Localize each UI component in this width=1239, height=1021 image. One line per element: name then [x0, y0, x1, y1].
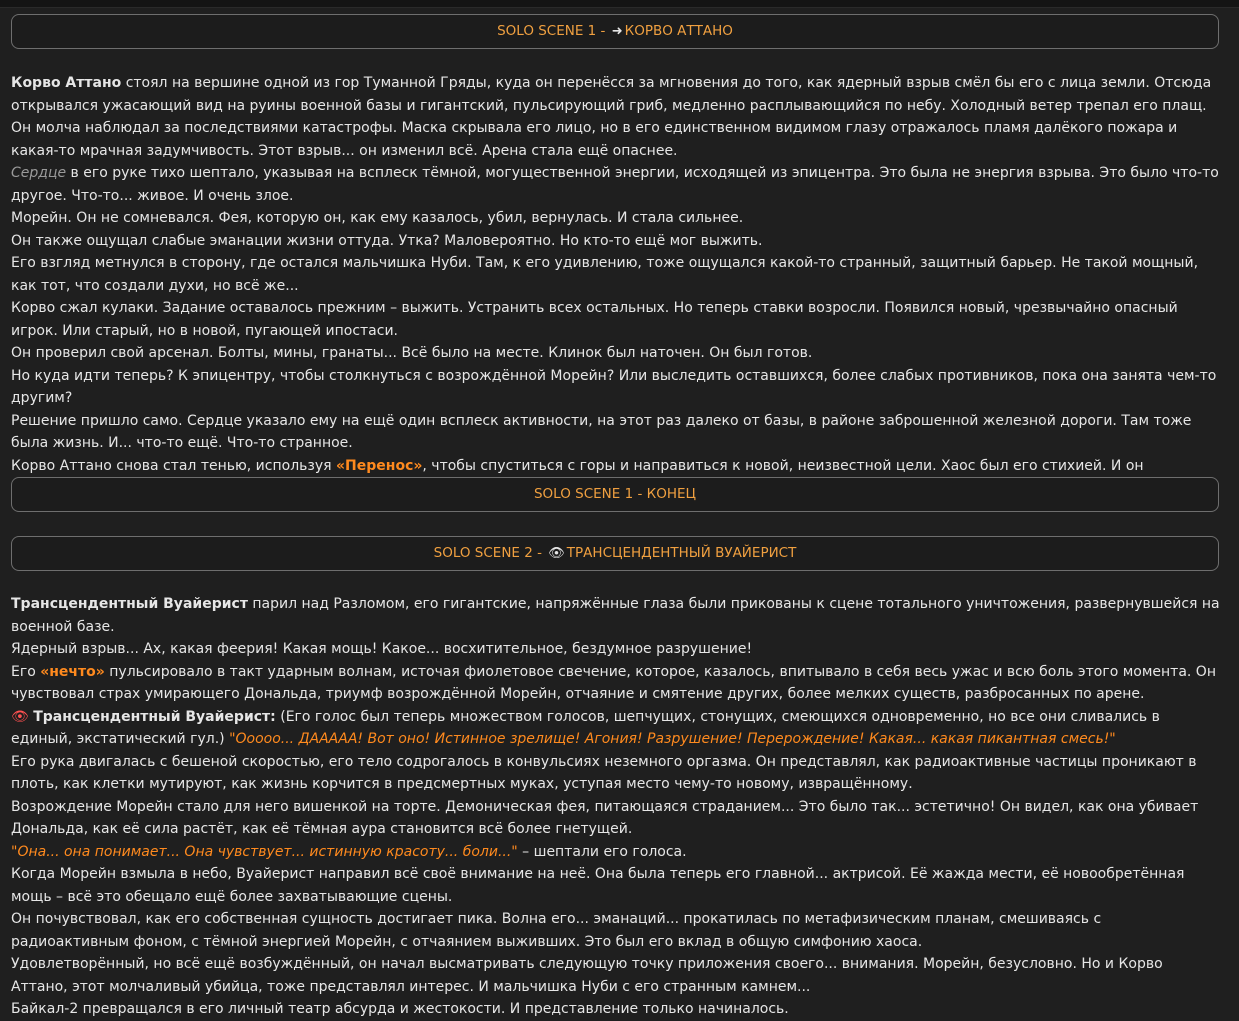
dialogue-quote: "Она... она понимает... Она чувствует... истинную красоту... боли..."	[11, 843, 518, 860]
eye-icon: 👁	[11, 708, 29, 725]
scene1-paragraph: Его взгляд метнулся в сторону, где остался мальчишка Нуби. Там, к его удивлению, тоже ощущался какой-то странный, защитный барьер. Не такой мощный, как тот, что создали духи, но всё же...	[11, 255, 1199, 294]
scene1-footer-banner	[11, 477, 1219, 512]
scene2-paragraph: Его рука двигалась с бешеной скоростью, его тело содрогалось в конвульсиях неземного оргазма. Он представлял, как радиоактивные частицы проникают в плоть, как клетки мутируют, как жизнь корчится в предсмертных муках, уступая место чему-то новому, извращённому.	[11, 753, 1197, 792]
scene1-body	[11, 72, 1221, 500]
scene1-header-prefix: SOLO SCENE 1 -	[497, 23, 610, 39]
character-name: Корво Аттано	[11, 75, 122, 91]
item-name: Сердце	[11, 165, 67, 181]
scene2-paragraph: Ядерный взрыв... Ах, какая феерия! Какая мощь! Какое... восхитительное, бездумное разрушение!	[11, 641, 753, 657]
scene1-header-title: КОРВО АТТАНО	[624, 23, 733, 39]
scene2-paragraph: Байкал-2 превращался в его личный театр абсурда и жестокости. И представление только начиналось.	[11, 1001, 789, 1017]
scene1-paragraph: Он молча наблюдал за последствиями катастрофы. Маска скрывала его лицо, но в его единственном видимом глазу отражалось пламя далёкого пожара и какая-то мрачная задумчивость. Этот взрыв... он изменил всё. Арена стала ещё опаснее.	[11, 120, 1178, 159]
scene2-paragraph: Удовлетворённый, но всё ещё возбуждённый, он начал высматривать следующую точку приложения своего... внимания. Морейн, безусловно. Но и Корво Аттано, этот молчаливый убийца, тоже представлял интерес. И мальчишка Нуби с его странным камнем...	[11, 956, 1163, 995]
scene1-footer-text: SOLO SCENE 1 - КОНЕЦ	[533, 486, 696, 502]
scene2-paragraph: Когда Морейн взмыла в небо, Вуайерист направил всё своё внимание на неё. Она была теперь его главной... актрисой. Её жажда мести, её новообретённая мощь – всё это обещало ещё более захватывающие сцены.	[11, 866, 1185, 905]
scene2-header-title: ТРАНСЦЕНДЕНТНЫЙ ВУАЙЕРИСТ	[566, 545, 797, 561]
scene2-paragraph: Его «нечто» пульсировало в такт ударным волнам, источая фиолетовое свечение, которое, казалось, впитывало в себя весь ужас и всю боль этого момента. Он чувствовал страх умирающего Дональда, триумф возрождённой Морейн, отчаяние и смятение других, более мелких существ, разбросанных по арене.	[11, 663, 1216, 702]
scene2-body	[11, 593, 1221, 1021]
dialogue-quote: "Ооооо... ДААААА! Вот оно! Истинное зрелище! Агония! Разрушение! Перерождение! Какая... какая пикантная смесь!"	[229, 731, 1116, 747]
scene1-paragraph: Корво Аттано стоял на вершине одной из гор Туманной Гряды, куда он перенёсся за мгновения до того, как ядерный взрыв смёл бы его с лица земли. Отсюда открывался ужасающий вид на руины военной базы и гигантский, пульсирующий гриб, медленно расплывающийся по небу. Холодный ветер трепал его плащ.	[11, 75, 1212, 114]
scene1-paragraph: Он проверил свой арсенал. Болты, мины, гранаты... Всё было на месте. Клинок был наточен. Он был готов.	[11, 345, 813, 361]
scene1-header-banner	[11, 14, 1219, 49]
top-toolbar-strip	[0, 0, 1239, 8]
scene1-paragraph: Корво сжал кулаки. Задание оставалось прежним – выжить. Устранить всех остальных. Но теперь ставки возросли. Появился новый, чрезвычайно опасный игрок. Или старый, но в новой, пугающей ипостаси.	[11, 300, 1178, 339]
scene1-paragraph: Решение пришло само. Сердце указало ему на ещё один всплеск активности, на этот раз далеко от базы, в районе заброшенной железной дороги. Там тоже была жизнь. И... что-то ещё. Что-то странное.	[11, 412, 1192, 451]
scene2-paragraph: Возрождение Морейн стало для него вишенкой на торте. Демоническая фея, питающаяся страданием... Это было так... эстетично! Он видел, как она убивает Дональда, как её сила растёт, как её тёмная аура становится всё более гнетущей.	[11, 798, 1199, 837]
scene2-paragraph: "Она... она понимает... Она чувствует... истинную красоту... боли..." – шептали его голоса.	[11, 843, 687, 860]
character-name: Трансцендентный Вуайерист	[11, 596, 248, 612]
eye-icon: 👁	[548, 546, 565, 561]
scene1-paragraph: Морейн. Он не сомневался. Фея, которую он, как ему казалось, убил, вернулась. И стала сильнее.	[11, 210, 744, 226]
scene2-paragraph: Он почувствовал, как его собственная сущность достигает пика. Волна его... эманаций... прокатилась по метафизическим планам, смешиваясь с радиоактивным фоном, с тёмной энергией Морейн, с отчаянием выживших. Это был его вклад в общую симфонию хаоса.	[11, 911, 1102, 950]
scene2-header-banner	[11, 536, 1219, 571]
scene1-paragraph: Корво Аттано снова стал тенью, используя «Перенос», чтобы спуститься с горы и направиться к новой, неизвестной цели. Хаос был его стихией. И он	[11, 457, 1144, 474]
highlight-term: «нечто»	[40, 663, 105, 680]
arrow-icon: ➜	[611, 24, 623, 39]
speaker-name: Трансцендентный Вуайерист:	[33, 708, 276, 725]
skill-name: «Перенос»	[336, 457, 423, 474]
scene2-header-prefix: SOLO SCENE 2 -	[433, 545, 547, 561]
scene2-paragraph: Трансцендентный Вуайерист парил над Разломом, его гигантские, напряжённые глаза были прикованы к сцене тотального уничтожения, развернувшейся на военной базе.	[11, 596, 1220, 635]
scene1-paragraph: Но куда идти теперь? К эпицентру, чтобы столкнуться с возрождённой Морейн? Или выследить оставшихся, более слабых противников, пока она занята чем-то другим?	[11, 367, 1217, 406]
scene1-paragraph: Сердце в его руке тихо шептало, указывая на всплеск тёмной, могущественной энергии, исходящей из эпицентра. Это была не энергия взрыва. Это было что-то другое. Что-то... живое. И очень злое.	[11, 165, 1219, 204]
scene2-paragraph: 👁 Трансцендентный Вуайерист: (Его голос был теперь множеством голосов, шепчущих, стонущих, смеющихся одновременно, но все они сливались в единый, экстатический гул.) "Ооооо... ДААААА! Вот оно! Истинное зрелище! Агония! Разрушение! Перерождение! Какая... какая пикантная смесь!"	[11, 708, 1160, 747]
scene1-paragraph: Он также ощущал слабые эманации жизни оттуда. Утка? Маловероятно. Но кто-то ещё мог выжить.	[11, 232, 763, 249]
